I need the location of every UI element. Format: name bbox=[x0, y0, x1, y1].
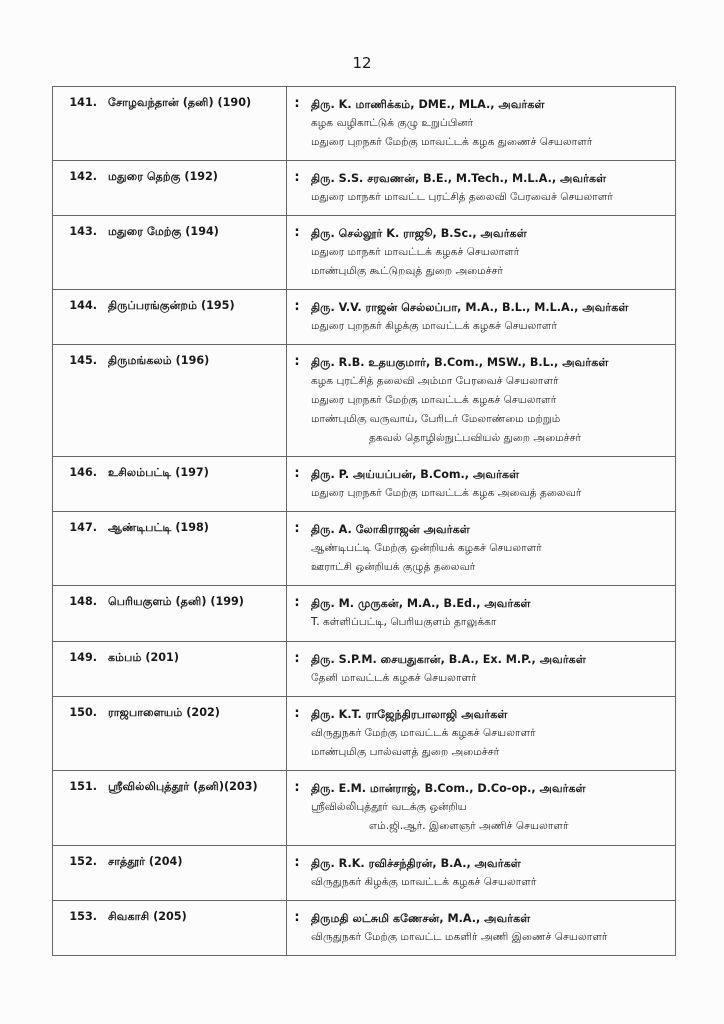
separator-colon: : bbox=[287, 345, 308, 457]
constituency-name: மதுரை மேற்கு (194) bbox=[100, 216, 287, 290]
candidate-name: திரு. S.S. சரவணன், B.E., M.Tech., M.L.A., அவர்கள் bbox=[311, 172, 607, 185]
separator-colon: : bbox=[287, 87, 308, 161]
candidate-details bbox=[307, 161, 676, 216]
separator-colon: : bbox=[287, 846, 308, 901]
serial-number: 151. bbox=[53, 771, 101, 846]
constituency-name: உசிலம்பட்டி (197) bbox=[100, 457, 287, 512]
table-row bbox=[53, 290, 676, 345]
candidate-role: கழக வழிகாட்டுக் குழு உறுப்பினர் bbox=[311, 117, 474, 129]
table-row bbox=[53, 87, 676, 161]
candidate-role: மதுரை புறநகர் மேற்கு மாவட்டக் கழகச் செயலாளர் bbox=[311, 394, 557, 406]
candidate-role: மதுரை புறநகர் மேற்கு மாவட்டக் கழக அவைத் தலைவர் bbox=[311, 487, 582, 499]
constituency-name: பெரியகுளம் (தனி) (199) bbox=[100, 586, 287, 642]
serial-number: 153. bbox=[53, 901, 101, 956]
separator-colon: : bbox=[287, 771, 308, 846]
candidate-name: திரு. S.P.M. சையதுகான், B.A., Ex. M.P., அவர்கள் bbox=[311, 653, 586, 666]
candidate-role: மதுரை புறநகர் மேற்கு மாவட்டக் கழக துணைச் செயலாளர் bbox=[311, 136, 593, 148]
separator-colon: : bbox=[287, 216, 308, 290]
serial-number: 147. bbox=[53, 512, 101, 586]
candidate-name: திரு. R.K. ரவிச்சந்திரன், B.A., அவர்கள் bbox=[311, 857, 521, 870]
separator-colon: : bbox=[287, 642, 308, 697]
separator-colon: : bbox=[287, 697, 308, 771]
table-row bbox=[53, 457, 676, 512]
serial-number: 150. bbox=[53, 697, 101, 771]
separator-colon: : bbox=[287, 290, 308, 345]
table-row bbox=[53, 697, 676, 771]
separator-colon: : bbox=[287, 457, 308, 512]
candidate-role: மாண்புமிகு வருவாய், பேரிடர் மேலாண்மை மற்றும் bbox=[311, 413, 561, 425]
table-row bbox=[53, 512, 676, 586]
constituency-name: சாத்தூர் (204) bbox=[100, 846, 287, 901]
constituency-name: சோழவந்தான் (தனி) (190) bbox=[100, 87, 287, 161]
candidate-name: திரு. K.T. ராஜேந்திரபாலாஜி அவர்கள் bbox=[311, 708, 508, 721]
candidate-details bbox=[307, 697, 676, 771]
constituency-name: ஸ்ரீவில்லிபுத்தூர் (தனி)(203) bbox=[100, 771, 287, 846]
table-row bbox=[53, 586, 676, 642]
serial-number: 142. bbox=[53, 161, 101, 216]
candidate-details bbox=[307, 642, 676, 697]
candidate-name: திரு. K. மாணிக்கம், DME., MLA., அவர்கள் bbox=[311, 98, 545, 111]
candidate-table bbox=[52, 86, 676, 956]
candidate-name: திரு. E.M. மான்ராஜ், B.Com., D.Co-op., அவர்கள் bbox=[311, 782, 586, 795]
constituency-name: ராஜபாளையம் (202) bbox=[100, 697, 287, 771]
candidate-role: ஊராட்சி ஒன்றியக் குழுத் தலைவர் bbox=[311, 561, 476, 573]
constituency-name: கம்பம் (201) bbox=[100, 642, 287, 697]
constituency-name: திருமங்கலம் (196) bbox=[100, 345, 287, 457]
table-row bbox=[53, 642, 676, 697]
constituency-name: திருப்பரங்குன்றம் (195) bbox=[100, 290, 287, 345]
candidate-details bbox=[307, 345, 676, 457]
candidate-role: ஆண்டிபட்டி மேற்கு ஒன்றியக் கழகச் செயலாளர் bbox=[311, 542, 542, 554]
candidate-role: தகவல் தொழில்நுட்பவியல் துறை அமைச்சர் bbox=[369, 432, 582, 444]
candidate-details bbox=[307, 512, 676, 586]
candidate-role: மதுரை புறநகர் கிழக்கு மாவட்டக் கழகச் செயலாளர் bbox=[311, 320, 557, 332]
serial-number: 143. bbox=[53, 216, 101, 290]
separator-colon: : bbox=[287, 512, 308, 586]
candidate-role: T. கள்ளிப்பட்டி, பெரியகுளம் தாலுக்கா bbox=[311, 616, 497, 628]
candidate-name: திரு. R.B. உதயகுமார், B.Com., MSW., B.L., அவர்கள் bbox=[311, 356, 609, 369]
serial-number: 148. bbox=[53, 586, 101, 642]
candidate-details bbox=[307, 846, 676, 901]
candidate-role: கழக புரட்சித் தலைவி அம்மா பேரவைச் செயலாளர் bbox=[311, 375, 559, 387]
separator-colon: : bbox=[287, 901, 308, 956]
separator-colon: : bbox=[287, 161, 308, 216]
separator-colon: : bbox=[287, 586, 308, 642]
candidate-details bbox=[307, 771, 676, 846]
candidate-name: திரு. P. அய்யப்பன், B.Com., அவர்கள் bbox=[311, 468, 520, 481]
candidate-role: விருதுநகர் மேற்கு மாவட்டக் கழகச் செயலாளர் bbox=[311, 727, 536, 739]
candidate-role: மாண்புமிகு பால்வளத் துறை அமைச்சர் bbox=[311, 746, 500, 758]
candidate-details bbox=[307, 87, 676, 161]
serial-number: 145. bbox=[53, 345, 101, 457]
constituency-name: ஆண்டிபட்டி (198) bbox=[100, 512, 287, 586]
candidate-role: விருதுநகர் மேற்கு மாவட்ட மகளிர் அணி இணைச் செயலாளர் bbox=[311, 931, 608, 943]
page-number: 12 bbox=[352, 54, 372, 72]
table-row bbox=[53, 771, 676, 846]
table-row bbox=[53, 345, 676, 457]
table-row bbox=[53, 901, 676, 956]
candidate-name: திருமதி லட்சுமி கணேசன், M.A., அவர்கள் bbox=[311, 912, 531, 925]
candidate-role: எம்.ஜி.ஆர். இளைஞர் அணிச் செயலாளர் bbox=[369, 820, 569, 832]
serial-number: 141. bbox=[53, 87, 101, 161]
candidate-details bbox=[307, 901, 676, 956]
candidate-details bbox=[307, 586, 676, 642]
candidate-role: விருதுநகர் கிழக்கு மாவட்டக் கழகச் செயலாளர் bbox=[311, 876, 537, 888]
candidate-details bbox=[307, 457, 676, 512]
serial-number: 149. bbox=[53, 642, 101, 697]
serial-number: 144. bbox=[53, 290, 101, 345]
candidate-details bbox=[307, 290, 676, 345]
constituency-name: சிவகாசி (205) bbox=[100, 901, 287, 956]
serial-number: 152. bbox=[53, 846, 101, 901]
candidate-role: ஸ்ரீவில்லிபுத்தூர் வடக்கு ஒன்றிய bbox=[311, 801, 467, 813]
constituency-name: மதுரை தெற்கு (192) bbox=[100, 161, 287, 216]
candidate-role: மாண்புமிகு கூட்டுறவுத் துறை அமைச்சர் bbox=[311, 265, 504, 277]
candidate-details bbox=[307, 216, 676, 290]
candidate-name: திரு. V.V. ராஜன் செல்லப்பா, M.A., B.L., M.L.A., அவர்கள் bbox=[311, 301, 629, 314]
candidate-role: மதுரை மாநகர் மாவட்டக் கழகச் செயலாளர் bbox=[311, 246, 520, 258]
serial-number: 146. bbox=[53, 457, 101, 512]
candidate-name: திரு. A. லோகிராஜன் அவர்கள் bbox=[311, 523, 470, 536]
candidate-name: திரு. M. முருகன், M.A., B.Ed., அவர்கள் bbox=[311, 597, 531, 610]
table-row bbox=[53, 846, 676, 901]
candidate-role: தேனி மாவட்டக் கழகச் செயலாளர் bbox=[311, 672, 477, 684]
table-row bbox=[53, 216, 676, 290]
candidate-name: திரு. செல்லூர் K. ராஜூ, B.Sc., அவர்கள் bbox=[311, 227, 527, 240]
table-row bbox=[53, 161, 676, 216]
candidate-role: மதுரை மாநகர் மாவட்ட புரட்சித் தலைவி பேரவைச் செயலாளர் bbox=[311, 191, 613, 203]
